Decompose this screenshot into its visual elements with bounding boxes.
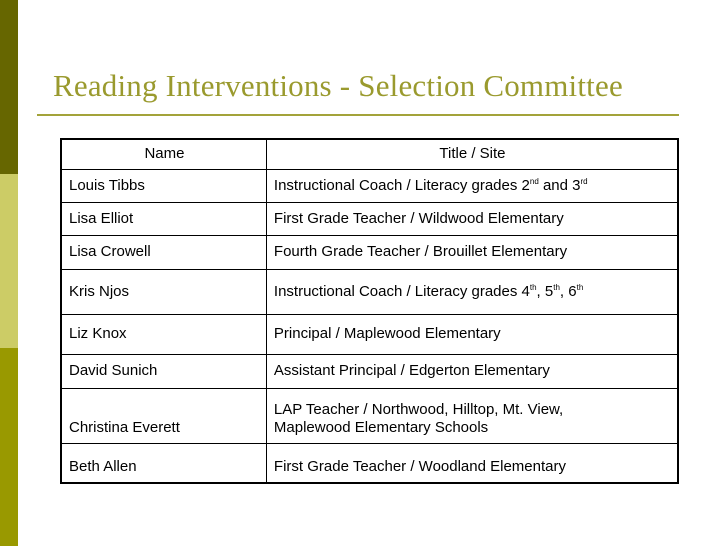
member-title: Assistant Principal / Edgerton Elementary <box>266 354 678 388</box>
table-header-row <box>61 139 678 169</box>
member-title: Principal / Maplewood Elementary <box>266 314 678 354</box>
member-title: First Grade Teacher / Wildwood Elementary <box>266 202 678 235</box>
table-row <box>61 269 678 314</box>
member-title: LAP Teacher / Northwood, Hilltop, Mt. View, Maplewood Elementary Schools <box>266 388 678 443</box>
committee-table <box>60 138 679 484</box>
table-row <box>61 443 678 483</box>
member-name: Lisa Crowell <box>61 235 266 269</box>
member-name: David Sunich <box>61 354 266 388</box>
member-title: Fourth Grade Teacher / Brouillet Elementary <box>266 235 678 269</box>
slide-title: Reading Interventions - Selection Committee <box>53 68 623 103</box>
table-row <box>61 235 678 269</box>
member-name: Liz Knox <box>61 314 266 354</box>
table-row <box>61 354 678 388</box>
sidebar-accent-mid <box>0 348 18 546</box>
sidebar-accent-dark <box>0 0 18 174</box>
member-name: Beth Allen <box>61 443 266 483</box>
member-name: Lisa Elliot <box>61 202 266 235</box>
table-row <box>61 202 678 235</box>
header-name: Name <box>61 139 266 169</box>
sidebar-accent-light <box>0 174 18 348</box>
member-title: Instructional Coach / Literacy grades 4th, 5th, 6th <box>266 269 678 314</box>
member-name: Christina Everett <box>61 388 266 443</box>
table-row <box>61 169 678 202</box>
member-title: Instructional Coach / Literacy grades 2nd and 3rd <box>266 169 678 202</box>
table-row <box>61 314 678 354</box>
member-name: Louis Tibbs <box>61 169 266 202</box>
member-title: First Grade Teacher / Woodland Elementary <box>266 443 678 483</box>
header-title-site: Title / Site <box>266 139 678 169</box>
title-underline <box>37 114 679 116</box>
table-row <box>61 388 678 443</box>
member-name: Kris Njos <box>61 269 266 314</box>
